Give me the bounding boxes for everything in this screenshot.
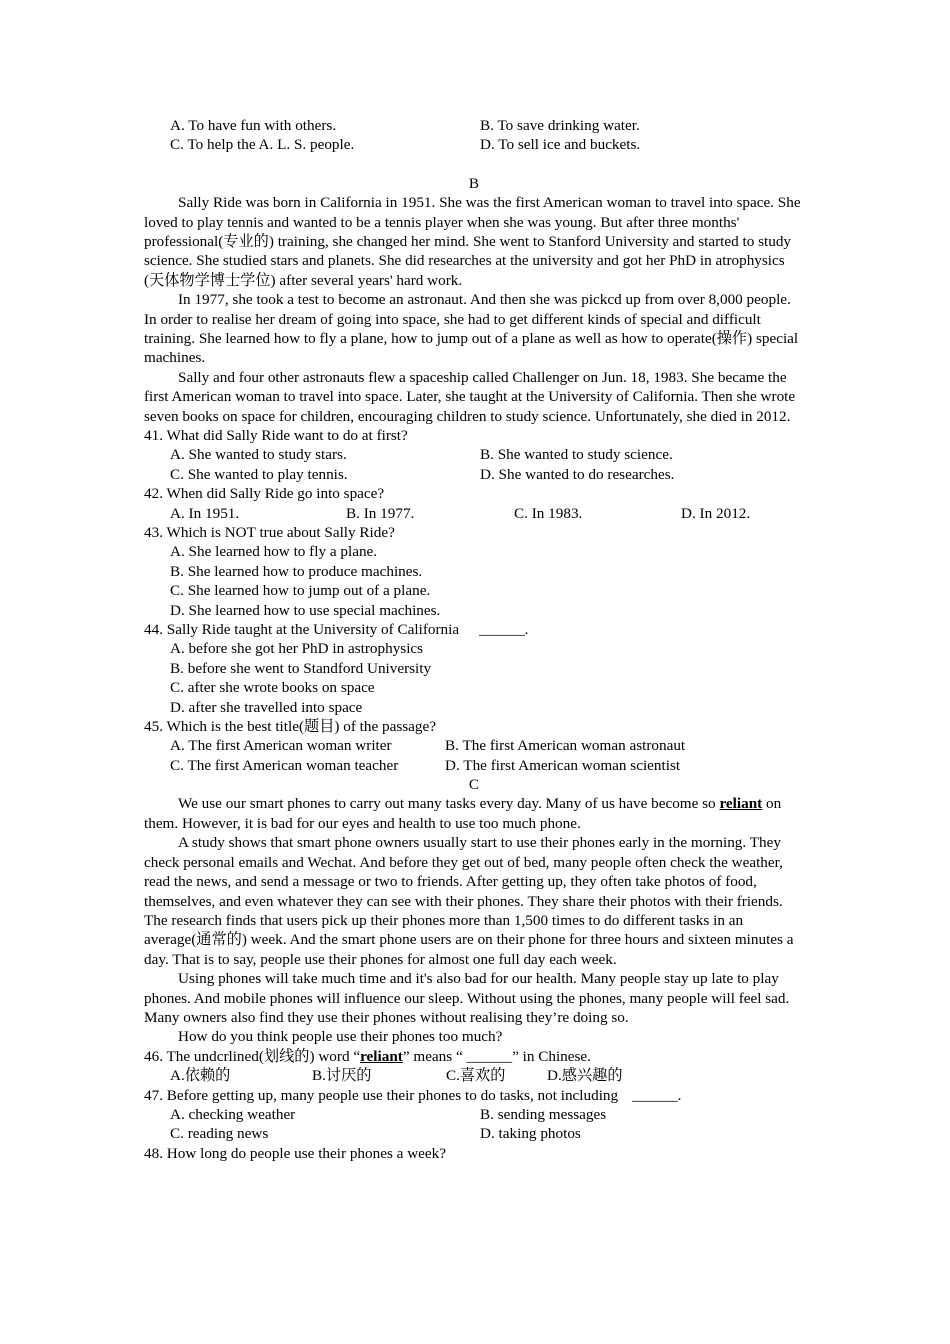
question-44-stem-row [144, 620, 804, 639]
exam-page [144, 116, 804, 1163]
q44-option-c: C. after she wrote books on space [170, 679, 375, 697]
prev-option-d: D. To sell ice and buckets. [480, 136, 641, 154]
prev-option-b: B. To save drinking water. [480, 117, 640, 134]
q46-option-b: B.讨厌的 [312, 1067, 372, 1085]
question-46-stem [144, 1047, 804, 1066]
question-45-row-2 [144, 756, 804, 775]
q43-option-d: D. She learned how to use special machines. [170, 601, 441, 619]
q46-option-c: C.喜欢的 [446, 1067, 506, 1085]
q47-option-a: A. checking weather [170, 1105, 296, 1123]
q46-stem-post: ” means “ ______” in Chinese. [402, 1047, 591, 1065]
question-46-row [144, 1066, 804, 1085]
q45-option-b: B. The first American woman astronaut [445, 737, 686, 755]
question-41-row-2 [144, 465, 804, 484]
question-48-stem: 48. How long do people use their phones a week? [144, 1144, 446, 1162]
q45-option-c: C. The first American woman teacher [170, 756, 399, 774]
q41-option-c: C. She wanted to play tennis. [170, 465, 348, 483]
section-b-paragraph-1: Sally Ride was born in California in 1951. She was the first American woman to travel into space. She loved to play tennis and wanted to be a tennis player when she was young. But after three months' professional(专业的) training, she changed her mind. She went to Stanford University and started to study science. She studied stars and planets. She did researches at the university and got her PhD in atrophysics (天体物学博士学位) after several years' hard work. [144, 194, 801, 289]
question-42-stem: 42. When did Sally Ride go into space? [144, 485, 385, 503]
q45-option-a: A. The first American woman writer [170, 737, 392, 755]
question-43-stem: 43. Which is NOT true about Sally Ride? [144, 524, 395, 541]
q43-option-b: B. She learned how to produce machines. [170, 562, 423, 580]
question-45-row-1 [144, 736, 804, 755]
section-b-paragraph-3: Sally and four other astronauts flew a spaceship called Challenger on Jun. 18, 1983. She became the first American woman to travel into space. Later, she taught at the University of California. Then she wrote seven books on space for children, encouraging children to study science. Unfortunately, she died in 2012. [144, 368, 796, 425]
question-47-stem: 47. Before getting up, many people use their phones to do tasks, not including [144, 1086, 619, 1104]
q47-option-b: B. sending messages [480, 1105, 607, 1123]
section-c-paragraph-2: A study shows that smart phone owners usually start to use their phones early in the morning. They check personal emails and Wechat. And before they get out of bed, many people often check the weather, read the news, and send a message or two to friends. After getting up, they often take photos of food, themselves, and even whatever they can see with their phones. They share their photos with their friends. The research finds that users pick up their phones more than 1,500 times to do different tasks in an average(通常的) week. And the smart phone users are on their phone for three hours and sixteen minutes a day. That is to say, people use their phones for almost one full day each week. [144, 834, 794, 968]
question-47-row-1 [144, 1105, 804, 1124]
q47-option-c: C. reading news [170, 1125, 269, 1143]
section-c-paragraph-3: Using phones will take much time and it's also bad for our health. Many people stay up late to play phones. And mobile phones will influence our sleep. Without using the phones, many people will feel sad. Many owners also find they use their phones without realising they’re doing so. [144, 970, 790, 1026]
q43-option-a: A. She learned how to fly a plane. [170, 543, 378, 561]
question-44-blank: ______. [479, 620, 529, 638]
q42-option-a: A. In 1951. [170, 504, 240, 522]
q46-option-d: D.感兴趣的 [547, 1067, 623, 1085]
q42-option-b: B. In 1977. [346, 504, 415, 522]
question-42-row [144, 504, 804, 523]
section-b-paragraph-2: In 1977, she took a test to become an astronaut. And then she was pickcd up from over 8,000 people. In order to realise her dream of going into space, she had to get different kinds of special and difficult training. She learned how to fly a plane, how to jump out of a plane as well as how to operate(操作) special machines. [144, 291, 799, 367]
underlined-word-reliant: reliant [719, 795, 763, 813]
q44-option-d: D. after she travelled into space [170, 698, 363, 716]
q44-option-b: B. before she went to Standford University [170, 659, 432, 677]
q46-option-a: A.依赖的 [170, 1067, 231, 1085]
q46-underlined-word: reliant [360, 1047, 403, 1065]
q45-option-d: D. The first American woman scientist [445, 756, 681, 774]
prev-options-row-2 [144, 135, 804, 154]
section-c-p1-post: on them. However, it is bad for our eyes and health to use too much phone. [144, 795, 782, 832]
question-44-stem: 44. Sally Ride taught at the University of California [144, 620, 460, 638]
section-b-heading: B [468, 174, 480, 192]
question-41-stem: 41. What did Sally Ride want to do at first? [144, 427, 408, 445]
section-c-paragraph-1 [144, 794, 804, 833]
q46-stem-pre: 46. The undcrlined(划线的) word “ [144, 1047, 361, 1065]
section-c-p1-pre: We use our smart phones to carry out many tasks every day. Many of us have become so [178, 795, 720, 813]
prev-option-a: A. To have fun with others. [170, 117, 337, 134]
q41-option-b: B. She wanted to study science. [480, 446, 673, 464]
prev-options-row-1 [144, 116, 804, 135]
question-47-stem-row [144, 1086, 804, 1105]
question-41-row-1 [144, 445, 804, 464]
q47-option-d: D. taking photos [480, 1125, 581, 1143]
question-45-stem: 45. Which is the best title(题目) of the passage? [144, 717, 437, 735]
q41-option-a: A. She wanted to study stars. [170, 446, 347, 464]
q43-option-c: C. She learned how to jump out of a plane. [170, 582, 431, 600]
q42-option-c: C. In 1983. [514, 504, 583, 522]
q44-option-a: A. before she got her PhD in astrophysics [170, 640, 424, 658]
section-c-paragraph-4: How do you think people use their phones too much? [178, 1028, 503, 1046]
prev-option-c: C. To help the A. L. S. people. [170, 136, 355, 154]
section-c-heading: C [468, 776, 480, 794]
question-47-blank: ______. [632, 1086, 682, 1104]
q42-option-d: D. In 2012. [681, 504, 751, 522]
q41-option-d: D. She wanted to do researches. [480, 465, 675, 483]
question-47-row-2 [144, 1124, 804, 1143]
